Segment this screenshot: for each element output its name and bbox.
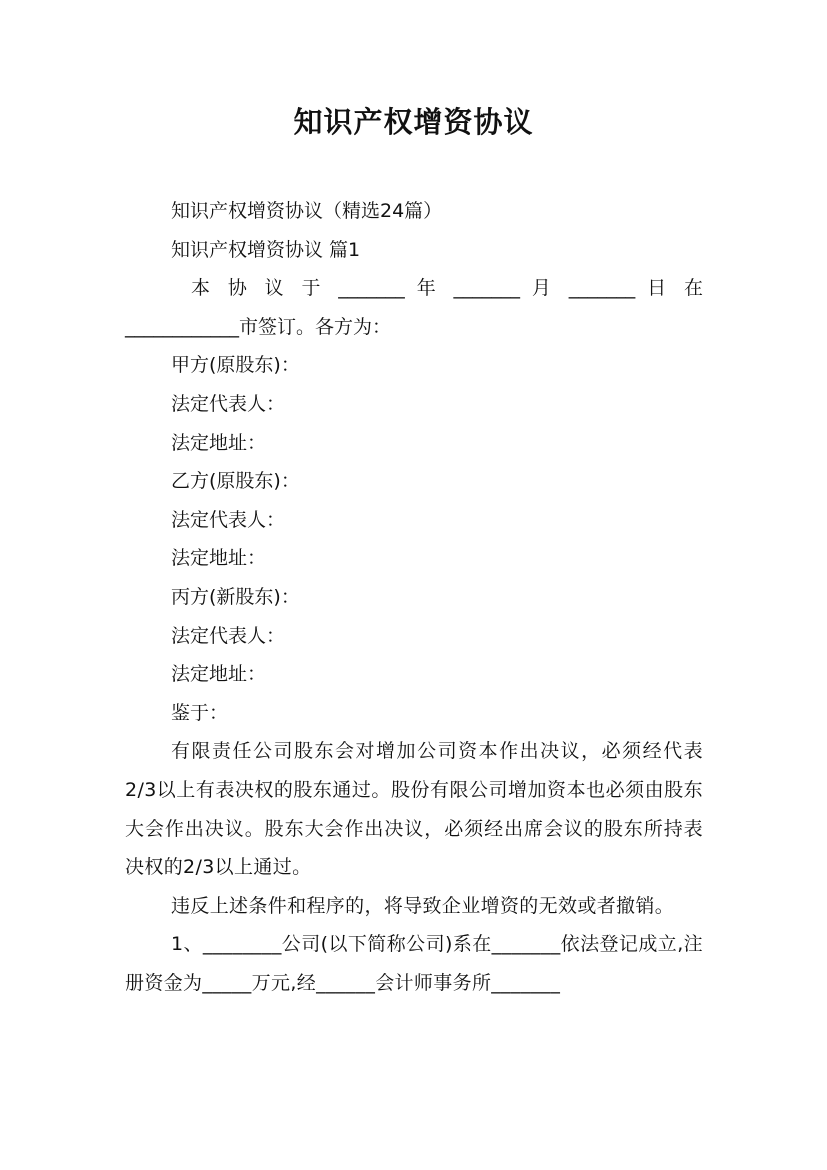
violation-paragraph: 违反上述条件和程序的，将导致企业增资的无效或者撤销。 [171,894,675,917]
whereas-heading: 鉴于： [171,701,229,724]
party-a-representative: 法定代表人： [171,392,286,415]
capital-resolution-paragraph: 有限责任公司股东会对增加公司资本作出决议，必须经代表2/3以上有表决权的股东通过。股份有限公司增加资本也必须由股东大会作出决议。股东大会作出决议，必须经出席会议的股东所持表决权的2/3以上通过。 [125,740,703,879]
agreement-date-line: 本 协 议 于 _______ 年 _______ 月 _______ 日 在 [191,277,703,300]
party-c-representative: 法定代表人： [171,624,286,647]
party-a-line: 甲方(原股东)： [171,354,300,377]
chapter-heading: 知识产权增资协议 篇1 [171,238,361,261]
party-c-line: 丙方(新股东)： [171,585,300,608]
party-c-address: 法定地址： [171,663,267,686]
party-a-address: 法定地址： [171,431,267,454]
document-body [125,192,703,1002]
subtitle-line: 知识产权增资协议（精选24篇） [171,200,443,222]
party-b-representative: 法定代表人： [171,508,286,531]
company-registration-paragraph: 1、________公司(以下简称公司)系在_______依法登记成立,注册资金为_____万元,经______会计师事务所_______ [125,933,703,994]
document-title: 知识产权增资协议 [293,105,534,139]
agreement-city-line: ____________市签订。各方为： [125,315,392,338]
party-b-address: 法定地址： [171,547,267,570]
party-b-line: 乙方(原股东)： [171,470,300,493]
